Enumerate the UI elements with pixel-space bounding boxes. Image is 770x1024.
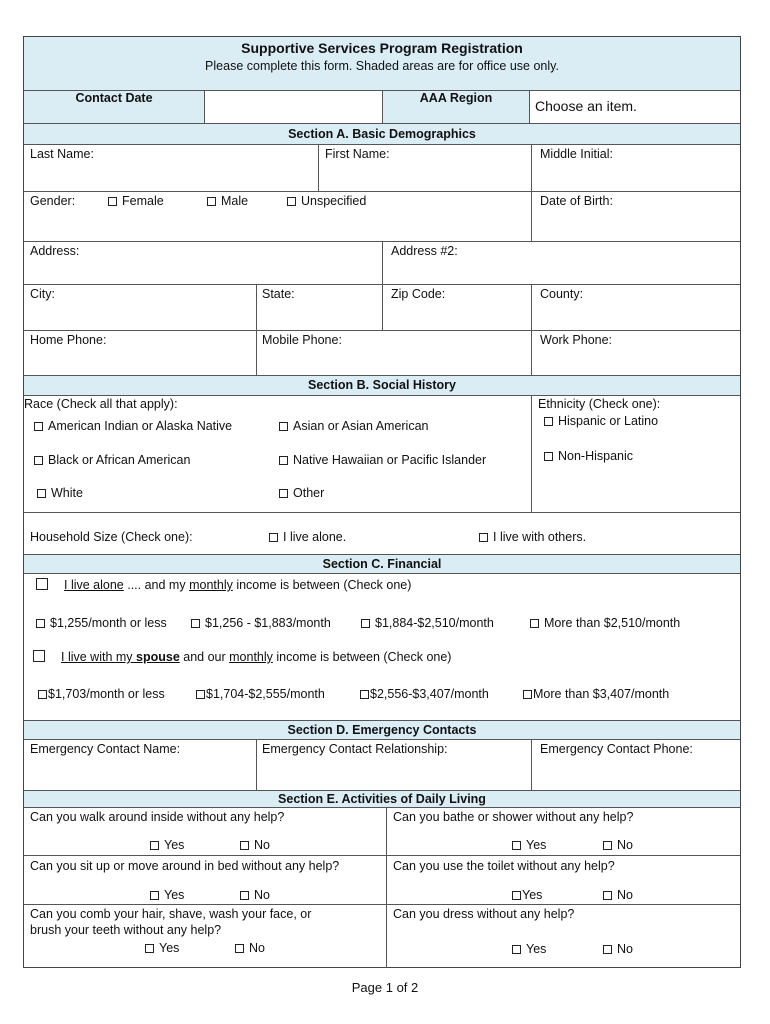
gender-label: Gender: xyxy=(30,194,76,208)
gender-female-option[interactable]: Female xyxy=(108,194,164,209)
adl-toilet-yes[interactable]: Yes xyxy=(512,888,542,903)
address-label: Address: xyxy=(30,244,80,258)
checkbox[interactable] xyxy=(150,891,159,900)
race-option-black[interactable]: Black or African American xyxy=(34,453,190,468)
first-name-label: First Name: xyxy=(325,147,390,161)
work-phone-field[interactable] xyxy=(532,331,740,375)
checkbox[interactable] xyxy=(479,533,488,542)
checkbox[interactable] xyxy=(512,841,521,850)
adl-question-bathe: Can you bathe or shower without any help? xyxy=(393,810,634,824)
state-label: State: xyxy=(262,287,295,301)
checkbox[interactable] xyxy=(108,197,117,206)
income-alone-row: I live alone .... and my monthly income is between (Check one) xyxy=(36,578,411,593)
city-label: City: xyxy=(30,287,55,301)
race-option-white[interactable]: White xyxy=(37,486,83,501)
checkbox[interactable] xyxy=(191,619,200,628)
county-label: County: xyxy=(540,287,584,301)
race-option-native-hawaiian[interactable]: Native Hawaiian or Pacific Islander xyxy=(279,453,486,468)
adl-groom-yes[interactable]: Yes xyxy=(145,941,179,956)
emergency-name-label: Emergency Contact Name: xyxy=(30,742,181,756)
checkbox[interactable] xyxy=(512,891,521,900)
checkbox[interactable] xyxy=(544,452,553,461)
checkbox[interactable] xyxy=(150,841,159,850)
adl-question-toilet: Can you use the toilet without any help? xyxy=(393,859,615,873)
checkbox[interactable] xyxy=(360,690,369,699)
race-option-other[interactable]: Other xyxy=(279,486,324,501)
checkbox[interactable] xyxy=(512,945,521,954)
date-of-birth-field[interactable] xyxy=(532,192,740,241)
gender-male-option[interactable]: Male xyxy=(207,194,248,209)
form-title: Supportive Services Program Registration xyxy=(241,40,523,56)
form-subtitle: Please complete this form. Shaded areas are for office use only. xyxy=(205,59,559,73)
gender-unspecified-option[interactable]: Unspecified xyxy=(287,194,366,209)
adl-walk-yes[interactable]: Yes xyxy=(150,838,184,853)
checkbox[interactable] xyxy=(240,891,249,900)
checkbox[interactable] xyxy=(34,456,43,465)
race-option-american-indian[interactable]: American Indian or Alaska Native xyxy=(34,419,232,434)
income-spouse-option-3[interactable]: $2,556-$3,407/month xyxy=(360,687,489,702)
adl-question-dress: Can you dress without any help? xyxy=(393,907,575,921)
adl-bathe-no[interactable]: No xyxy=(603,838,633,853)
income-alone-option-4[interactable]: More than $2,510/month xyxy=(530,616,680,631)
checkbox[interactable] xyxy=(279,489,288,498)
section-b-header: Section B. Social History xyxy=(24,376,740,395)
adl-toilet-no[interactable]: No xyxy=(603,888,633,903)
county-field[interactable] xyxy=(532,285,740,330)
income-alone-option-3[interactable]: $1,884-$2,510/month xyxy=(361,616,494,631)
address-field[interactable] xyxy=(24,242,382,284)
mobile-phone-label: Mobile Phone: xyxy=(262,333,342,347)
last-name-label: Last Name: xyxy=(30,147,94,161)
adl-question-bed: Can you sit up or move around in bed without any help? xyxy=(30,859,340,873)
checkbox[interactable] xyxy=(269,533,278,542)
ethnicity-option-hispanic[interactable]: Hispanic or Latino xyxy=(544,414,658,429)
adl-bathe-yes[interactable]: Yes xyxy=(512,838,546,853)
registration-form xyxy=(23,36,741,968)
income-alone-option-1[interactable]: $1,255/month or less xyxy=(36,616,167,631)
contact-date-label-cell xyxy=(24,91,204,123)
checkbox[interactable] xyxy=(36,578,48,590)
adl-dress-yes[interactable]: Yes xyxy=(512,942,546,957)
emergency-phone-label: Emergency Contact Phone: xyxy=(540,742,693,756)
checkbox[interactable] xyxy=(235,944,244,953)
race-option-asian[interactable]: Asian or Asian American xyxy=(279,419,429,434)
checkbox[interactable] xyxy=(36,619,45,628)
checkbox[interactable] xyxy=(145,944,154,953)
zip-code-label: Zip Code: xyxy=(391,287,446,301)
emergency-name-field[interactable] xyxy=(24,740,256,790)
section-c-header: Section C. Financial xyxy=(24,555,740,573)
work-phone-label: Work Phone: xyxy=(540,333,613,347)
income-spouse-option-4[interactable]: More than $3,407/month xyxy=(523,687,669,702)
household-others-option[interactable]: I live with others. xyxy=(479,530,586,545)
address2-field[interactable] xyxy=(383,242,740,284)
home-phone-label: Home Phone: xyxy=(30,333,107,347)
contact-date-field[interactable] xyxy=(205,91,382,123)
middle-initial-label: Middle Initial: xyxy=(540,147,613,161)
checkbox[interactable] xyxy=(287,197,296,206)
aaa-region-select[interactable] xyxy=(530,91,740,123)
checkbox[interactable] xyxy=(37,489,46,498)
race-label: Race (Check all that apply): xyxy=(24,397,178,411)
city-field[interactable] xyxy=(24,285,256,330)
income-alone-option-2[interactable]: $1,256 - $1,883/month xyxy=(191,616,331,631)
page-number: Page 1 of 2 xyxy=(351,980,419,995)
emergency-phone-field[interactable] xyxy=(532,740,740,790)
checkbox[interactable] xyxy=(279,456,288,465)
checkbox[interactable] xyxy=(603,945,612,954)
adl-bed-yes[interactable]: Yes xyxy=(150,888,184,903)
first-name-field[interactable] xyxy=(319,145,531,191)
household-alone-option[interactable]: I live alone. xyxy=(269,530,346,545)
aaa-region-value: Choose an item. xyxy=(535,98,637,114)
adl-question-walk: Can you walk around inside without any help? xyxy=(30,810,285,824)
last-name-field[interactable] xyxy=(24,145,318,191)
section-a-header: Section A. Basic Demographics xyxy=(24,124,740,144)
household-size-label: Household Size (Check one): xyxy=(30,530,193,544)
adl-question-groom-line1: Can you comb your hair, shave, wash your face, or xyxy=(30,907,312,921)
contact-date-label: Contact Date xyxy=(75,91,153,105)
checkbox[interactable] xyxy=(530,619,539,628)
home-phone-field[interactable] xyxy=(24,331,256,375)
checkbox[interactable] xyxy=(544,417,553,426)
middle-initial-field[interactable] xyxy=(532,145,740,191)
checkbox[interactable] xyxy=(603,841,612,850)
checkbox[interactable] xyxy=(196,690,205,699)
income-spouse-option-1[interactable]: $1,703/month or less xyxy=(38,687,165,702)
income-spouse-row: I live with my spouse and our monthly income is between (Check one) xyxy=(33,650,451,665)
checkbox[interactable] xyxy=(207,197,216,206)
checkbox[interactable] xyxy=(361,619,370,628)
aaa-region-label: AAA Region xyxy=(419,91,493,105)
checkbox[interactable] xyxy=(523,690,532,699)
checkbox[interactable] xyxy=(603,891,612,900)
ethnicity-option-non-hispanic[interactable]: Non-Hispanic xyxy=(544,449,633,464)
checkbox[interactable] xyxy=(33,650,45,662)
emergency-relationship-label: Emergency Contact Relationship: xyxy=(262,742,448,756)
checkbox[interactable] xyxy=(38,690,47,699)
state-field[interactable] xyxy=(257,285,382,330)
adl-groom-no[interactable]: No xyxy=(235,941,265,956)
section-d-header: Section D. Emergency Contacts xyxy=(24,721,740,739)
emergency-relationship-field[interactable] xyxy=(257,740,531,790)
adl-dress-no[interactable]: No xyxy=(603,942,633,957)
income-spouse-option-2[interactable]: $1,704-$2,555/month xyxy=(196,687,325,702)
ethnicity-label: Ethnicity (Check one): xyxy=(538,397,661,411)
form-header xyxy=(24,37,740,90)
date-of-birth-label: Date of Birth: xyxy=(540,194,613,208)
adl-question-groom-line2: brush your teeth without any help? xyxy=(30,923,222,937)
checkbox[interactable] xyxy=(279,422,288,431)
checkbox[interactable] xyxy=(240,841,249,850)
checkbox[interactable] xyxy=(34,422,43,431)
mobile-phone-field[interactable] xyxy=(257,331,531,375)
section-e-header: Section E. Activities of Daily Living xyxy=(24,791,740,807)
adl-bed-no[interactable]: No xyxy=(240,888,270,903)
adl-walk-no[interactable]: No xyxy=(240,838,270,853)
aaa-region-label-cell xyxy=(383,91,529,123)
address2-label: Address #2: xyxy=(391,244,458,258)
zip-code-field[interactable] xyxy=(383,285,531,330)
